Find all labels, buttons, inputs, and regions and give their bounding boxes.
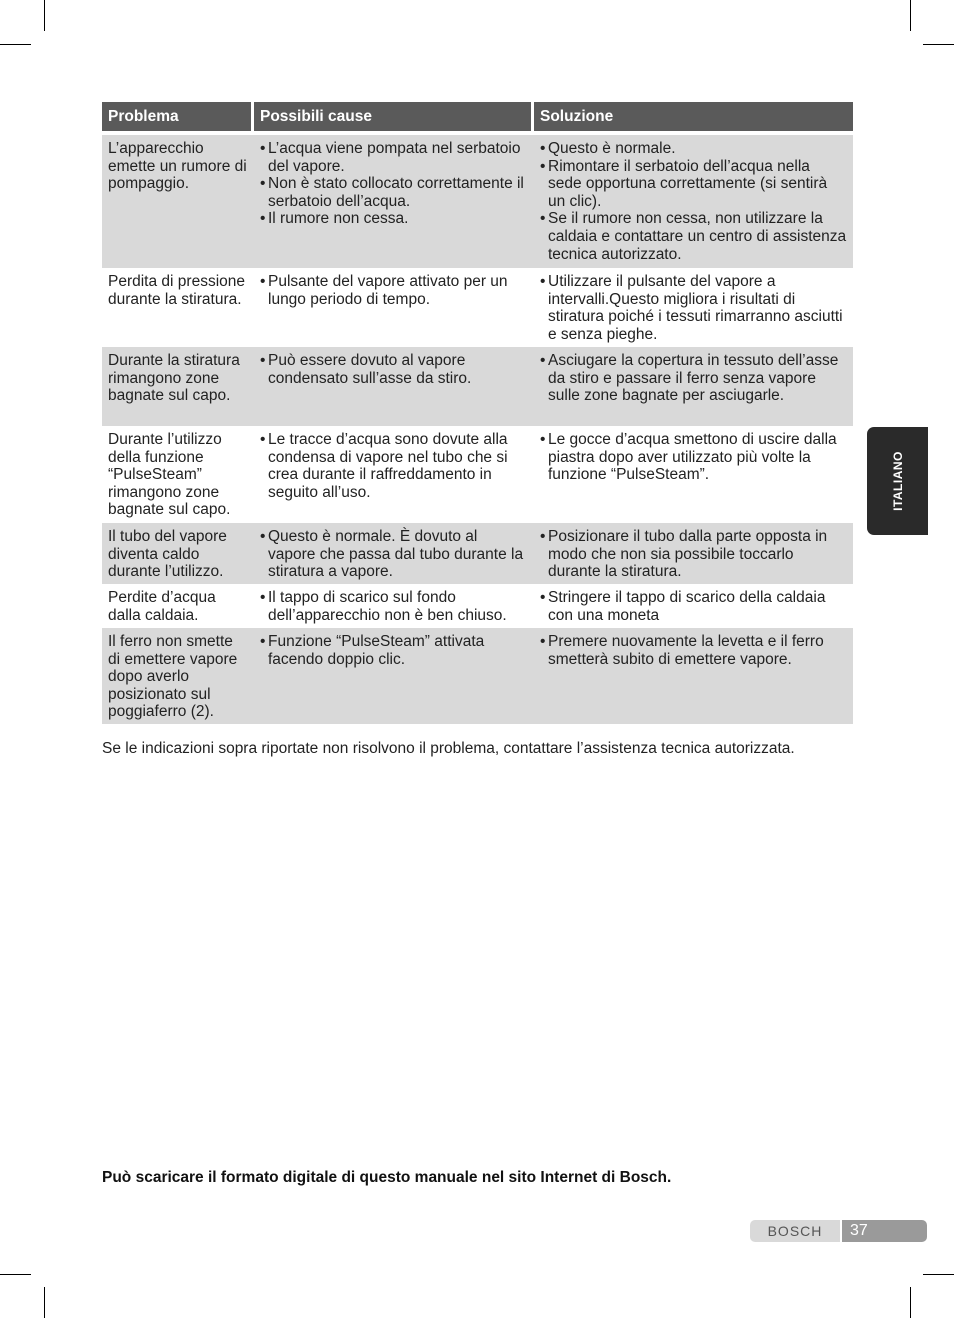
causes-cell [254,523,534,584]
table-header-row [102,102,853,135]
solution-cell [534,426,853,523]
solution-item: • Premere nuovamente la levetta e il ferro smetterà subito di emettere vapore. [540,633,847,668]
table-row [102,628,853,724]
solution-item: • Asciugare la copertura in tessuto dell’asse da stiro e passare il ferro senza vapore sulle zone bagnate per asciugarle. [540,352,847,405]
brand-label: BOSCH [750,1220,840,1242]
cause-item: • Il tappo di scarico sul fondo dell’apparecchio non è ben chiuso. [260,589,528,624]
problem-cell: L’apparecchio emette un rumore di pompaggio. [102,135,254,268]
cause-item: • Pulsante del vapore attivato per un lungo periodo di tempo. [260,273,528,308]
crop-mark [923,1274,954,1275]
solution-cell [534,347,853,426]
problem-cell: Il ferro non smette di emettere vapore dopo averlo posizionato sul poggiaferro (2). [102,628,254,724]
crop-mark [910,1287,911,1318]
column-header-solution: Soluzione [534,102,853,135]
problem-cell: Il tubo del vapore diventa caldo durante l’utilizzo. [102,523,254,584]
crop-mark [910,0,911,31]
cause-item: • Questo è normale. È dovuto al vapore che passa dal tubo durante la stiratura a vapore. [260,528,528,581]
footnote: Se le indicazioni sopra riportate non risolvono il problema, contattare l’assistenza tecnica autorizzata. [102,740,795,757]
crop-mark [0,44,31,45]
solution-item: • Posizionare il tubo dalla parte opposta in modo che non sia possibile toccarlo durante la stiratura. [540,528,847,581]
table-row [102,523,853,584]
solution-cell [534,584,853,628]
solution-item: • Se il rumore non cessa, non utilizzare la caldaia e contattare un centro di assistenza tecnica autorizzato. [540,210,847,263]
solution-cell [534,523,853,584]
causes-cell [254,347,534,426]
crop-mark [44,0,45,31]
problem-cell: Durante la stiratura rimangono zone bagnate sul capo. [102,347,254,426]
causes-cell [254,628,534,724]
problem-cell: Durante l’utilizzo della funzione “PulseSteam” rimangono zone bagnate sul capo. [108,431,231,519]
causes-cell [254,135,534,268]
cause-item: • L’acqua viene pompata nel serbatoio del vapore. [260,140,528,175]
solution-cell [534,268,853,347]
download-note: Può scaricare il formato digitale di questo manuale nel sito Internet di Bosch. [102,1169,672,1186]
cause-item: • Può essere dovuto al vapore condensato sull’asse da stiro. [260,352,528,387]
causes-cell [254,426,534,523]
cause-item: • Funzione “PulseSteam” attivata facendo doppio clic. [260,633,528,668]
cause-item: • Il rumore non cessa. [260,210,528,228]
solution-item: • Stringere il tappo di scarico della caldaia con una moneta [540,589,847,624]
crop-mark [44,1287,45,1318]
table-row [102,426,853,523]
solution-cell [534,628,853,724]
troubleshooting-table [102,102,853,724]
causes-cell [254,268,534,347]
column-header-causes: Possibili cause [254,102,534,135]
table-row [102,268,853,347]
crop-mark [923,44,954,45]
solution-item: • Utilizzare il pulsante del vapore a intervalli.Questo migliora i risultati di stiratura poiché i tessuti rimarranno asciutti e senza pieghe. [540,273,847,343]
page-footer [750,1220,927,1242]
solution-item: • Rimontare il serbatoio dell’acqua nella sede opportuna correttamente (si sentirà un clic). [540,158,847,211]
problem-cell: Perdita di pressione durante la stiratura. [108,273,245,308]
solution-item: • Questo è normale. [540,140,847,158]
cause-item: • Non è stato collocato correttamente il serbatoio dell’acqua. [260,175,528,210]
language-tab [867,427,928,535]
causes-cell [254,584,534,628]
problem-cell: Perdite d’acqua dalla caldaia. [108,589,216,624]
page-number: 37 [842,1220,927,1242]
solution-item: • Le gocce d’acqua smettono di uscire dalla piastra dopo aver utilizzato più volte la funzione “PulseSteam”. [540,431,847,484]
table-row [102,135,853,268]
cause-item: • Le tracce d’acqua sono dovute alla condensa di vapore nel tubo che si crea durante il raffreddamento in seguito all’uso. [260,431,528,501]
column-header-problem: Problema [102,102,254,135]
solution-cell [534,135,853,268]
table-row [102,584,853,628]
crop-mark [0,1274,31,1275]
table-row [102,347,853,426]
language-tab-label: ITALIANO [890,451,905,511]
